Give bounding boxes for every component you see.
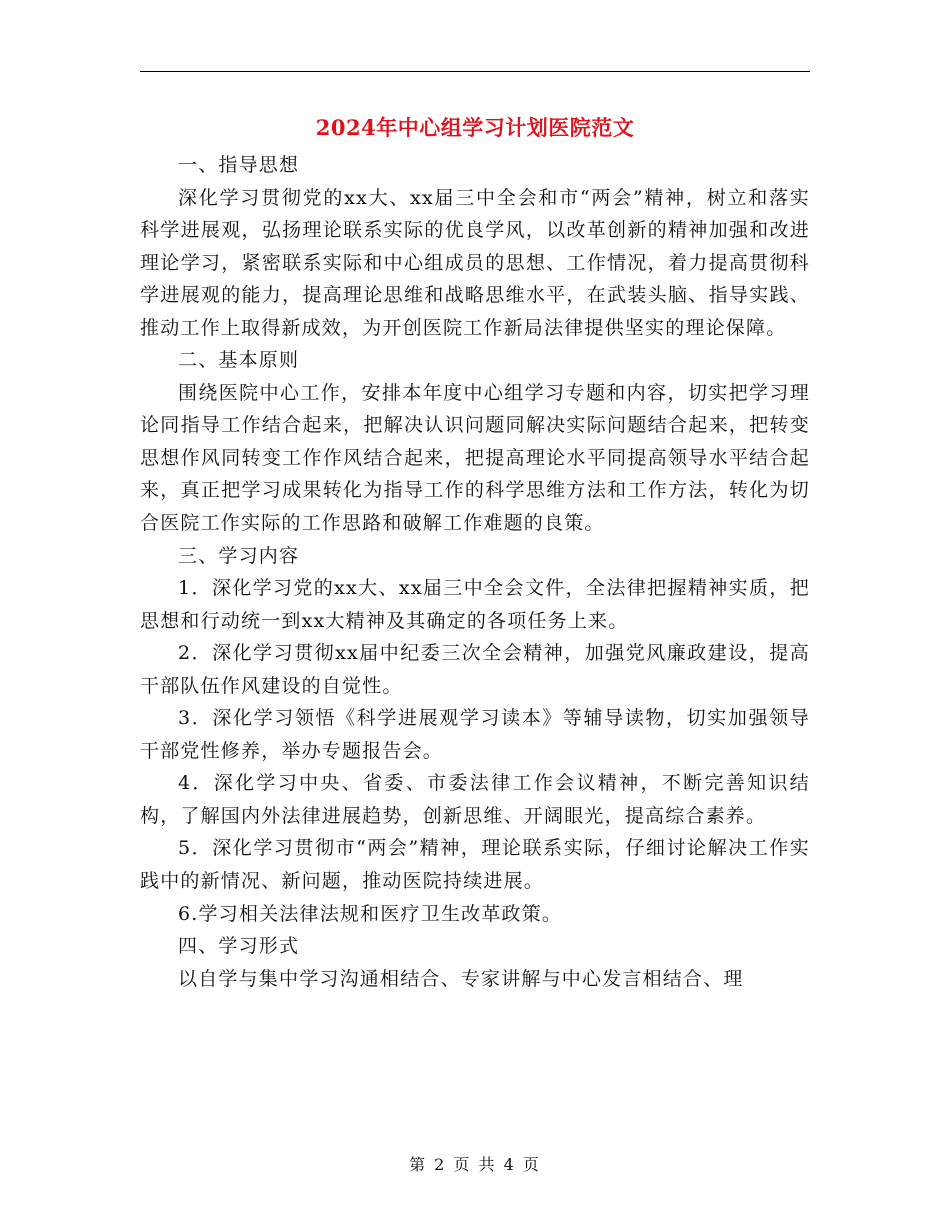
page-number-footer: 第 2 页 共 4 页 xyxy=(409,1155,541,1174)
study-item-5: 5．深化学习贯彻市“两会”精神，理论联系实际，仔细讨论解决工作实践中的新情况、新问题，推动医院持续进展。 xyxy=(140,837,810,893)
section-heading-study-content: 三、学习内容 xyxy=(178,544,300,567)
paragraph-guiding-ideology: 深化学习贯彻党的xx大、xx届三中全会和市“两会”精神，树立和落实科学进展观，弘扬理论联系实际的优良学风，以改革创新的精神加强和改进理论学习，紧密联系实际和中心组成员的思想、工作情况，着力提高贯彻科学进展观的能力，提高理论思维和战略思维水平，在武装头脑、指导实践、推动工作上取得新成效，为开创医院工作新局法律提供坚实的理论保障。 xyxy=(140,186,810,339)
study-item-6: 6.学习相关法律法规和医疗卫生改革政策。 xyxy=(178,902,563,925)
study-item-1: 1．深化学习党的xx大、xx届三中全会文件，全法律把握精神实质，把思想和行动统一到xx大精神及其确定的各项任务上来。 xyxy=(140,577,810,632)
paragraph-study-format: 以自学与集中学习沟通相结合、专家讲解与中心发言相结合、理 xyxy=(178,967,744,990)
section-heading-guiding-ideology: 一、指导思想 xyxy=(178,154,300,176)
section-heading-basic-principles: 二、基本原则 xyxy=(178,349,300,372)
document-body xyxy=(140,149,810,995)
document-title: 2024年中心组学习计划医院范文 xyxy=(315,115,635,140)
study-item-3: 3．深化学习领悟《科学进展观学习读本》等辅导读物，切实加强领导干部党性修养，举办专题报告会。 xyxy=(140,707,810,762)
section-heading-study-format: 四、学习形式 xyxy=(178,935,300,958)
study-item-2: 2．深化学习贯彻xx届中纪委三次全会精神，加强党风廉政建设，提高干部队伍作风建设的自觉性。 xyxy=(140,642,810,697)
header-rule xyxy=(140,71,810,72)
study-item-4: 4．深化学习中央、省委、市委法律工作会议精神，不断完善知识结构，了解国内外法律进展趋势，创新思维、开阔眼光，提高综合素养。 xyxy=(140,772,810,827)
paragraph-basic-principles: 围绕医院中心工作，安排本年度中心组学习专题和内容，切实把学习理论同指导工作结合起来，把解决认识问题同解决实际问题结合起来，把转变思想作风同转变工作作风结合起来，把提高理论水平同提高领导水平结合起来，真正把学习成果转化为指导工作的科学思维方法和工作方法，转化为切合医院工作实际的工作思路和破解工作难题的良策。 xyxy=(140,381,810,535)
